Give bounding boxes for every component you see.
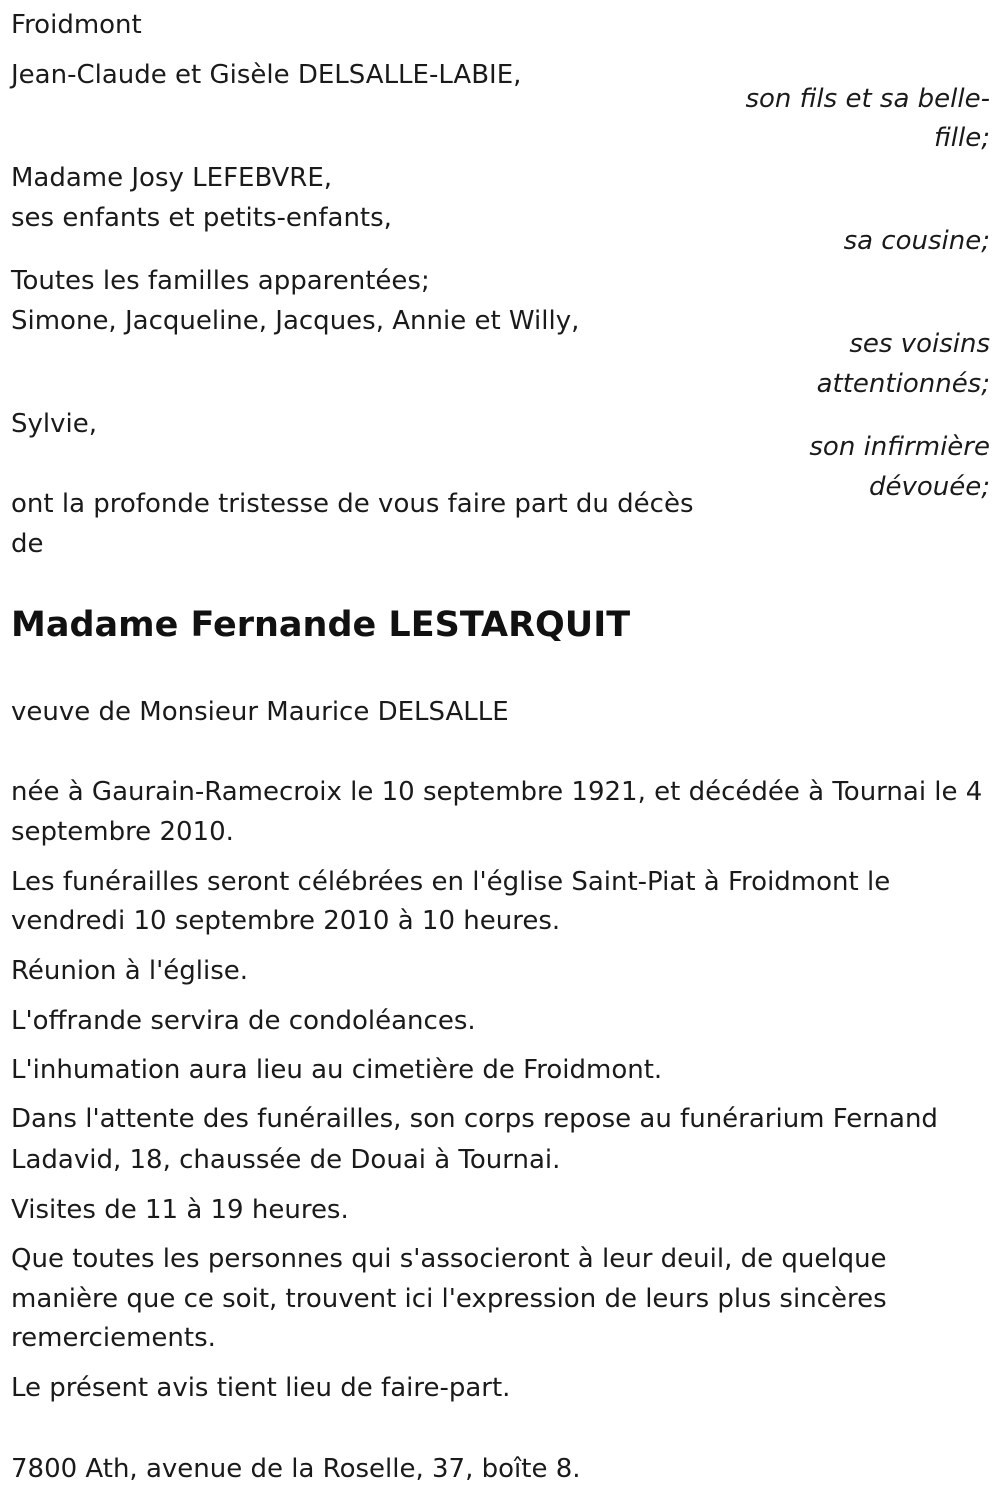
notice-line: Le présent avis tient lieu de faire-part. — [11, 1373, 511, 1403]
families-line: Toutes les familles apparentées; — [11, 266, 430, 296]
intro-line2: de — [11, 529, 44, 559]
son-names: Jean-Claude et Gisèle DELSALLE-LABIE, — [11, 60, 522, 90]
funeral-line1: Les funérailles seront célébrées en l'église Saint-Piat à Froidmont le — [11, 867, 891, 897]
son-relation-line1: son fils et sa belle- — [745, 84, 990, 114]
nurse-name: Sylvie, — [11, 409, 97, 439]
rest-line2: Ladavid, 18, chaussée de Douai à Tournai. — [11, 1145, 561, 1175]
cousin-name: Madame Josy LEFEBVRE, — [11, 163, 333, 193]
meeting-line: Réunion à l'église. — [11, 956, 249, 986]
neighbors-relation-line1: ses voisins — [849, 329, 990, 359]
cousin-relation: sa cousine; — [843, 226, 990, 256]
nurse-relation-line2: dévouée; — [868, 472, 990, 502]
rest-line1: Dans l'attente des funérailles, son corps repose au funérarium Fernand — [11, 1104, 938, 1134]
neighbors-relation-line2: attentionnés; — [816, 369, 990, 399]
cousin-children: ses enfants et petits-enfants, — [11, 203, 392, 233]
deceased-name: Madame Fernande LESTARQUIT — [11, 605, 631, 645]
burial-line: L'inhumation aura lieu au cimetière de Froidmont. — [11, 1055, 663, 1085]
place-name: Froidmont — [11, 10, 142, 40]
funeral-line2: vendredi 10 septembre 2010 à 10 heures. — [11, 906, 561, 936]
birth-death-line2: septembre 2010. — [11, 817, 234, 847]
visits-line: Visites de 11 à 19 heures. — [11, 1195, 349, 1225]
offering-line: L'offrande servira de condoléances. — [11, 1006, 476, 1036]
nurse-relation-line1: son infirmière — [809, 432, 990, 462]
address-line: 7800 Ath, avenue de la Roselle, 37, boîte 8. — [11, 1454, 581, 1484]
intro-line1: ont la profonde tristesse de vous faire part du décès — [11, 489, 694, 519]
neighbors-names: Simone, Jacqueline, Jacques, Annie et Willy, — [11, 306, 580, 336]
thanks-line3: remerciements. — [11, 1323, 216, 1353]
thanks-line2: manière que ce soit, trouvent ici l'expression de leurs plus sincères — [11, 1284, 887, 1314]
birth-death-line1: née à Gaurain-Ramecroix le 10 septembre 1921, et décédée à Tournai le 4 — [11, 777, 983, 807]
son-relation-line2: fille; — [934, 123, 990, 153]
widow-of: veuve de Monsieur Maurice DELSALLE — [11, 697, 509, 727]
thanks-line1: Que toutes les personnes qui s'associeront à leur deuil, de quelque — [11, 1244, 887, 1274]
